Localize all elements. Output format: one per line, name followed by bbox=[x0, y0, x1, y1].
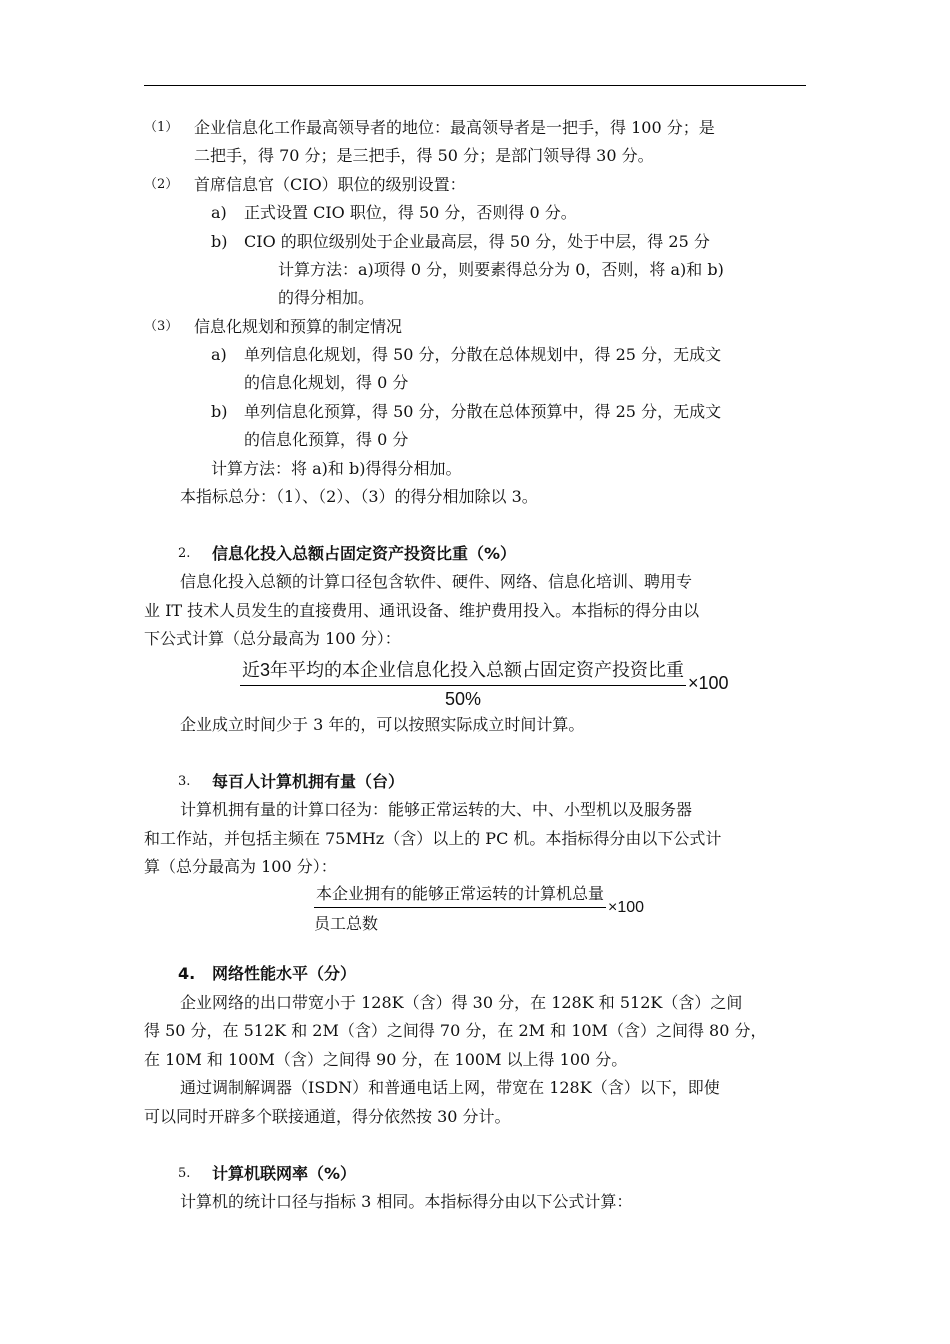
sub-marker-3b: b) bbox=[211, 402, 228, 421]
section-4-para2-line1: 通过调制解调器（ISDN）和普通电话上网，带宽在 128K（含）以下，即使 bbox=[180, 1078, 720, 1097]
section-5-title: 计算机联网率（%） bbox=[212, 1164, 357, 1183]
calc-method-2-line2: 的得分相加。 bbox=[278, 288, 375, 307]
section-2-number: 2. bbox=[178, 546, 191, 561]
section-4-para1-line1: 企业网络的出口带宽小于 128K（含）得 30 分，在 128K 和 512K（含）之间 bbox=[180, 993, 743, 1012]
section-4-para1-line3: 在 10M 和 100M（含）之间得 90 分，在 100M 以上得 100 分。 bbox=[144, 1050, 628, 1069]
sub-item-3b-line1: 单列信息化预算，得 50 分，分散在总体预算中，得 25 分，无成文 bbox=[244, 402, 722, 421]
list-marker-1: （1） bbox=[144, 120, 179, 135]
formula-multiplier: ×100 bbox=[608, 898, 645, 916]
section-2-note: 企业成立时间少于 3 年的，可以按照实际成立时间计算。 bbox=[180, 715, 585, 734]
sub-item-3a-line2: 的信息化规划，得 0 分 bbox=[244, 373, 409, 392]
sub-marker-2b: b) bbox=[211, 232, 228, 251]
section-3-title: 每百人计算机拥有量（台） bbox=[212, 772, 405, 791]
formula-denominator: 50% bbox=[444, 689, 482, 709]
section-3-para-line2: 和工作站，并包括主频在 75MHz（含）以上的 PC 机。本指标得分由以下公式计 bbox=[144, 829, 722, 848]
sub-item-3b-line2: 的信息化预算，得 0 分 bbox=[244, 430, 409, 449]
sub-item-2b: CIO 的职位级别处于企业最高层，得 50 分，处于中层，得 25 分 bbox=[244, 232, 710, 251]
sub-item-2a: 正式设置 CIO 职位，得 50 分，否则得 0 分。 bbox=[244, 203, 577, 222]
sub-marker-3a: a) bbox=[211, 345, 227, 364]
formula-numerator: 近3年平均的本企业信息化投入总额占固定资产投资比重 bbox=[240, 656, 686, 686]
list-marker-3: （3） bbox=[144, 319, 179, 334]
formula-investment-ratio bbox=[240, 656, 729, 710]
formula-numerator: 本企业拥有的能够正常运转的计算机总量 bbox=[314, 881, 606, 908]
section-5-number: 5. bbox=[178, 1166, 191, 1181]
section-2-para-line1: 信息化投入总额的计算口径包含软件、硬件、网络、信息化培训、聘用专 bbox=[180, 572, 693, 591]
section-2-title: 信息化投入总额占固定资产投资比重（%） bbox=[212, 544, 517, 563]
formula-denominator: 员工总数 bbox=[314, 916, 379, 933]
section-3-para-line1: 计算机拥有量的计算口径为：能够正常运转的大、中、小型机以及服务器 bbox=[180, 800, 693, 819]
formula-multiplier: ×100 bbox=[688, 672, 729, 693]
section-4-number: 4. bbox=[178, 964, 196, 983]
list-item-1-line1: 企业信息化工作最高领导者的地位：最高领导者是一把手，得 100 分；是 bbox=[194, 118, 715, 137]
formula-computer-ownership bbox=[314, 881, 644, 934]
section-3-number: 3. bbox=[178, 774, 191, 789]
calc-method-3: 计算方法：将 a)和 b)得得分相加。 bbox=[211, 459, 462, 478]
sub-item-3a-line1: 单列信息化规划，得 50 分，分散在总体规划中，得 25 分，无成文 bbox=[244, 345, 722, 364]
list-item-1-line2: 二把手，得 70 分；是三把手，得 50 分；是部门领导得 30 分。 bbox=[194, 146, 654, 165]
header-rule bbox=[144, 85, 806, 86]
section-2-para-line2: 业 IT 技术人员发生的直接费用、通讯设备、维护费用投入。本指标的得分由以 bbox=[144, 601, 700, 620]
calc-method-2-line1: 计算方法：a)项得 0 分，则要素得总分为 0，否则，将 a)和 b) bbox=[278, 260, 724, 279]
sub-marker-2a: a) bbox=[211, 203, 227, 222]
list-item-2: 首席信息官（CIO）职位的级别设置： bbox=[194, 175, 466, 194]
section-4-para2-line2: 可以同时开辟多个联接通道，得分依然按 30 分计。 bbox=[144, 1107, 511, 1126]
section-4-title: 网络性能水平（分） bbox=[212, 964, 357, 983]
list-item-3: 信息化规划和预算的制定情况 bbox=[194, 317, 403, 336]
section-2-para-line3: 下公式计算（总分最高为 100 分）： bbox=[144, 629, 401, 648]
total-score-note: 本指标总分：（1）、（2）、（3）的得分相加除以 3。 bbox=[180, 487, 538, 506]
section-4-para1-line2: 得 50 分，在 512K 和 2M（含）之间得 70 分，在 2M 和 10M（含）之间得 80 分， bbox=[144, 1021, 767, 1040]
section-3-para-line3: 算（总分最高为 100 分）： bbox=[144, 857, 337, 876]
list-marker-2: （2） bbox=[144, 177, 179, 192]
section-5-para-line1: 计算机的统计口径与指标 3 相同。本指标得分由以下公式计算： bbox=[180, 1192, 633, 1211]
